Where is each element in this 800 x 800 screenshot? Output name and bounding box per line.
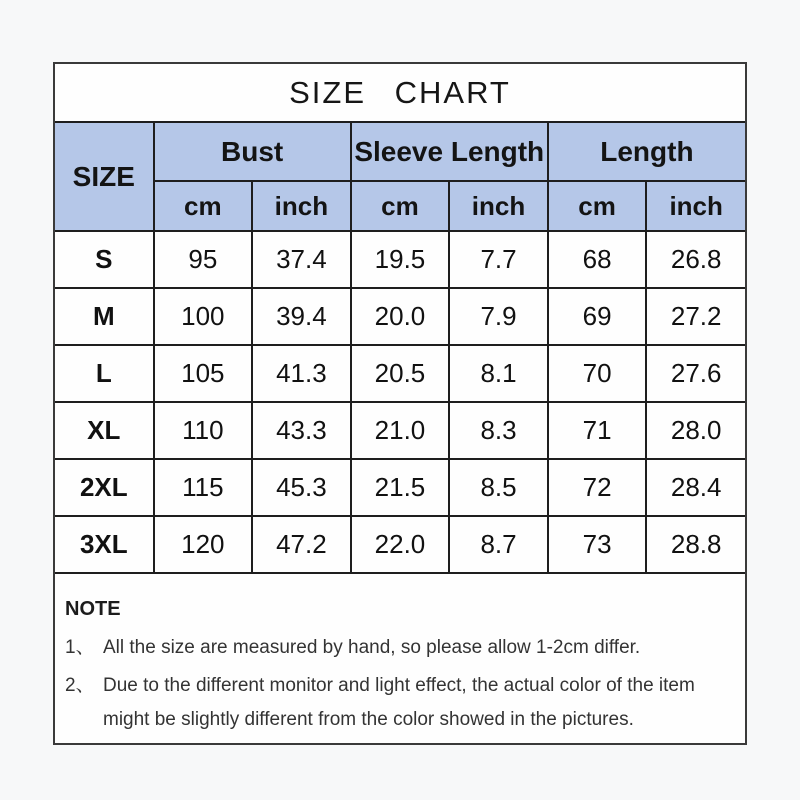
cell-sleeve-inch: 8.1 xyxy=(449,345,548,402)
size-label: M xyxy=(55,288,154,345)
size-column-header: SIZE xyxy=(55,123,154,231)
note-item-number: 2、 xyxy=(65,674,95,696)
cell-sleeve-cm: 20.0 xyxy=(351,288,450,345)
cell-sleeve-inch: 8.3 xyxy=(449,402,548,459)
cell-length-inch: 27.6 xyxy=(646,345,745,402)
cell-bust-cm: 110 xyxy=(154,402,253,459)
cell-sleeve-cm: 21.0 xyxy=(351,402,450,459)
unit-header-length-cm: cm xyxy=(548,181,647,231)
note-item-text: Due to the different monitor and light effect, the actual color of the item might be slightly different from the color showed in the pictures. xyxy=(103,674,695,730)
size-label: S xyxy=(55,231,154,288)
size-label: 2XL xyxy=(55,459,154,516)
unit-header-bust-cm: cm xyxy=(154,181,253,231)
cell-length-cm: 71 xyxy=(548,402,647,459)
unit-header-sleeve-inch: inch xyxy=(449,181,548,231)
size-label: XL xyxy=(55,402,154,459)
chart-title: SIZE CHART xyxy=(55,64,745,123)
cell-sleeve-cm: 20.5 xyxy=(351,345,450,402)
table-row-m xyxy=(55,288,745,345)
cell-bust-cm: 100 xyxy=(154,288,253,345)
cell-length-inch: 28.8 xyxy=(646,516,745,573)
cell-length-inch: 28.4 xyxy=(646,459,745,516)
unit-header-length-inch: inch xyxy=(646,181,745,231)
cell-bust-inch: 45.3 xyxy=(252,459,351,516)
cell-sleeve-inch: 8.7 xyxy=(449,516,548,573)
cell-sleeve-cm: 19.5 xyxy=(351,231,450,288)
group-header-length: Length xyxy=(548,123,745,181)
cell-bust-inch: 37.4 xyxy=(252,231,351,288)
group-header-sleeve-length: Sleeve Length xyxy=(351,123,548,181)
cell-length-inch: 27.2 xyxy=(646,288,745,345)
size-chart-sheet xyxy=(53,62,747,745)
cell-bust-cm: 105 xyxy=(154,345,253,402)
note-section xyxy=(55,574,745,743)
cell-length-cm: 72 xyxy=(548,459,647,516)
note-item-1 xyxy=(65,631,729,665)
size-table xyxy=(55,123,745,574)
note-heading: NOTE xyxy=(65,598,121,620)
size-label: 3XL xyxy=(55,516,154,573)
group-header-bust: Bust xyxy=(154,123,351,181)
size-label: L xyxy=(55,345,154,402)
cell-length-inch: 26.8 xyxy=(646,231,745,288)
note-item-number: 1、 xyxy=(65,637,95,658)
cell-sleeve-cm: 21.5 xyxy=(351,459,450,516)
table-row-l xyxy=(55,345,745,402)
unit-header-sleeve-cm: cm xyxy=(351,181,450,231)
cell-length-cm: 69 xyxy=(548,288,647,345)
cell-bust-inch: 47.2 xyxy=(252,516,351,573)
cell-bust-cm: 95 xyxy=(154,231,253,288)
unit-header-bust-inch: inch xyxy=(252,181,351,231)
table-row-3xl xyxy=(55,516,745,573)
table-row-s xyxy=(55,231,745,288)
note-item-text: All the size are measured by hand, so please allow 1-2cm differ. xyxy=(103,637,641,658)
cell-bust-cm: 115 xyxy=(154,459,253,516)
cell-sleeve-inch: 8.5 xyxy=(449,459,548,516)
cell-length-cm: 70 xyxy=(548,345,647,402)
cell-length-cm: 68 xyxy=(548,231,647,288)
cell-bust-inch: 43.3 xyxy=(252,402,351,459)
note-item-2 xyxy=(65,669,729,737)
table-row-2xl xyxy=(55,459,745,516)
cell-bust-inch: 41.3 xyxy=(252,345,351,402)
cell-bust-inch: 39.4 xyxy=(252,288,351,345)
table-row-xl xyxy=(55,402,745,459)
cell-sleeve-inch: 7.7 xyxy=(449,231,548,288)
cell-sleeve-inch: 7.9 xyxy=(449,288,548,345)
cell-bust-cm: 120 xyxy=(154,516,253,573)
cell-sleeve-cm: 22.0 xyxy=(351,516,450,573)
cell-length-inch: 28.0 xyxy=(646,402,745,459)
cell-length-cm: 73 xyxy=(548,516,647,573)
